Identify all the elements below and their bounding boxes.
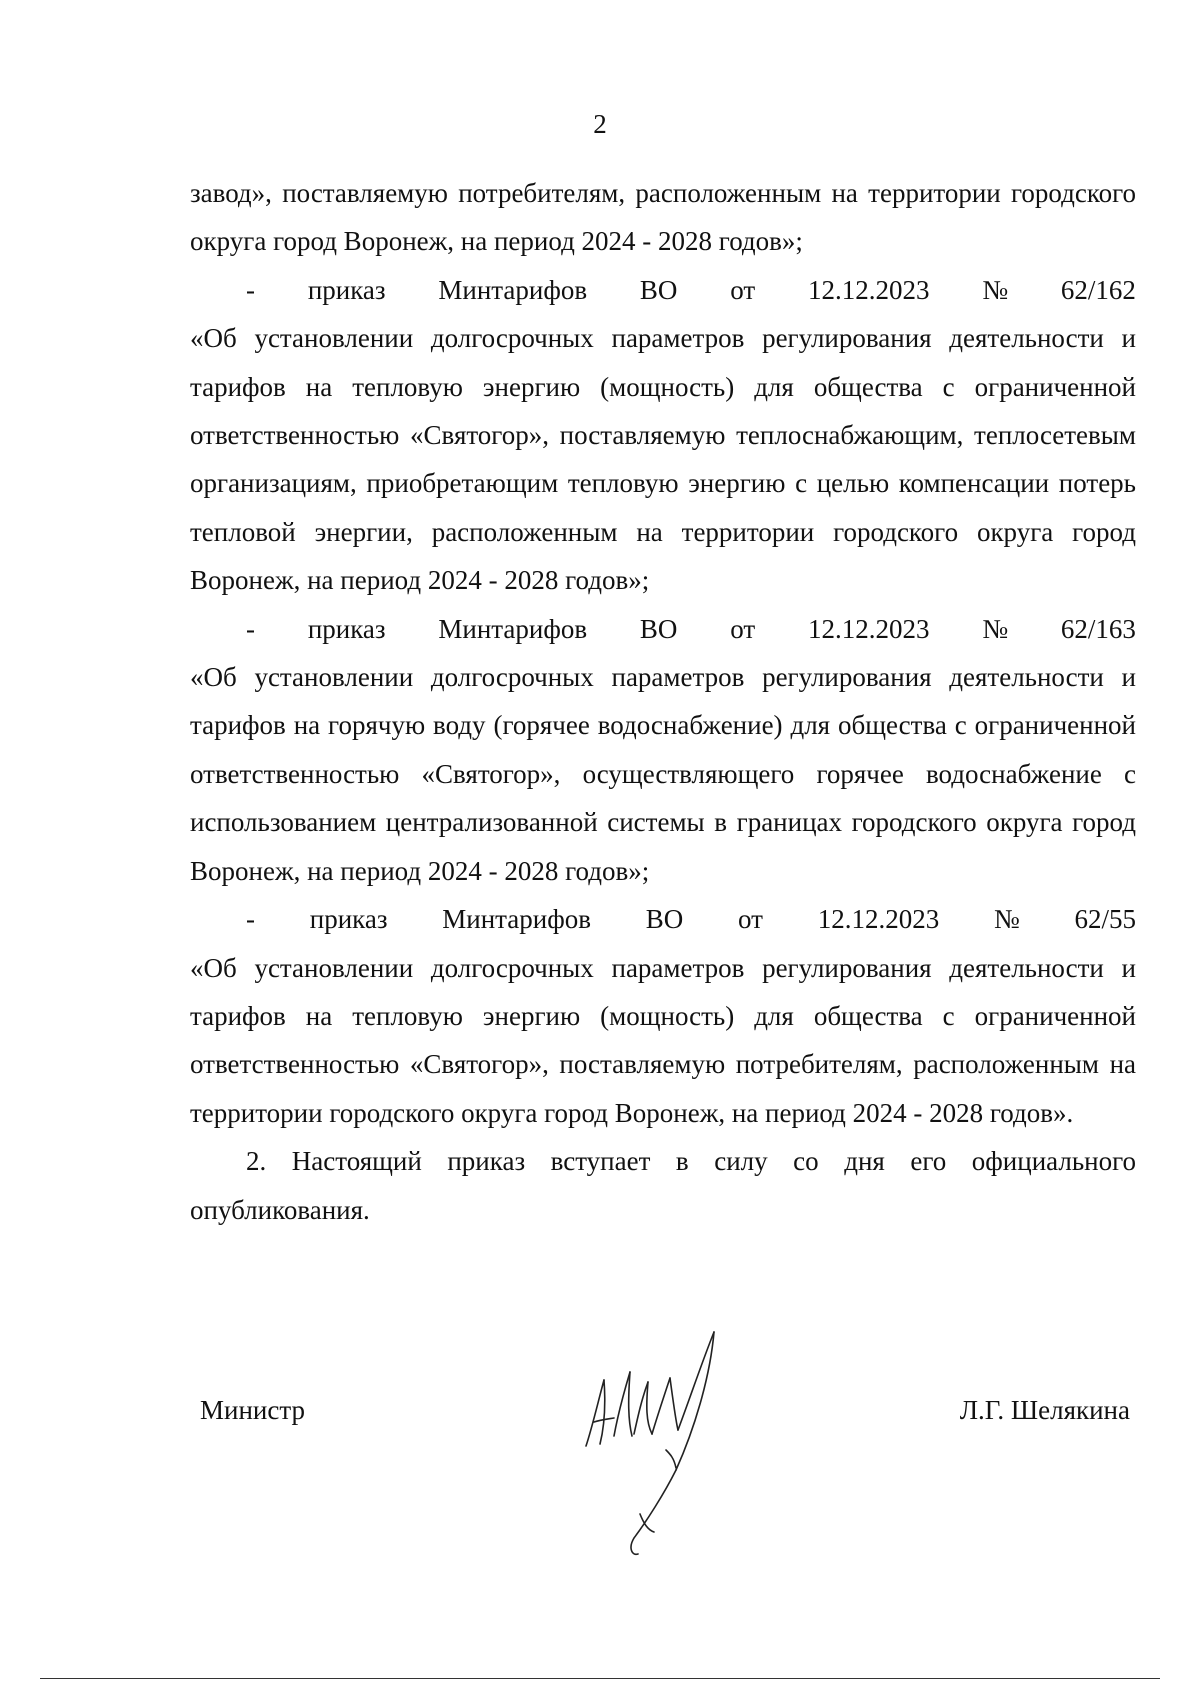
order-reference-62-163 <box>190 605 1136 653</box>
order-title-62-163: «Об установлении долгосрочных параметров регулирования деятельности и тарифов на горячую воду (горячее водоснабжение) для общества с ограниченной ответственностью «Святогор», осуществляющего горячее водоснабжение с использованием централизованной системы в границах городского округа город Воронеж, на период 2024 - 2028 годов»; <box>190 662 1136 886</box>
date-preposition: от <box>730 274 756 305</box>
list-dash: - <box>246 274 255 305</box>
issuer-region: ВО <box>645 904 684 935</box>
number-sign: № <box>982 613 1009 644</box>
paragraph-continuation: завод», поставляемую потребителям, расположенным на территории городского округа город Воронеж, на период 2024 - 2028 годов»; <box>190 178 1136 257</box>
document-body <box>190 169 1136 1234</box>
order-title-62-55: «Об установлении долгосрочных параметров регулирования деятельности и тарифов на тепловую энергию (мощность) для общества с ограниченной ответственностью «Святогор», поставляемую потребителям, расположенным на территории городского округа город Воронеж, на период 2024 - 2028 годов». <box>190 952 1136 1128</box>
signatory-position: Министр <box>200 1395 305 1425</box>
order-date: 12.12.2023 <box>817 904 940 935</box>
number-sign: № <box>982 274 1009 305</box>
number-sign: № <box>993 904 1020 935</box>
issuer-name: Минтарифов <box>442 904 591 935</box>
order-number: 62/163 <box>1060 613 1136 644</box>
order-word: приказ <box>307 274 386 305</box>
order-date: 12.12.2023 <box>808 274 930 305</box>
effective-date-clause: 2. Настоящий приказ вступает в силу со дня его официального опубликования. <box>190 1146 1136 1225</box>
order-title-62-162: «Об установлении долгосрочных параметров регулирования деятельности и тарифов на тепловую энергию (мощность) для общества с ограниченной ответственностью «Святогор», поставляемую теплоснабжающим, теплосетевым организациям, приобретающим тепловую энергию с целью компенсации потерь тепловой энергии, расположенным на территории городского округа город Воронеж, на период 2024 - 2028 годов»; <box>190 323 1136 596</box>
list-dash: - <box>246 613 255 644</box>
issuer-name: Минтарифов <box>438 613 588 644</box>
order-date: 12.12.2023 <box>808 613 930 644</box>
order-reference-62-55 <box>190 895 1136 943</box>
signatory-name: Л.Г. Шелякина <box>959 1395 1130 1425</box>
handwritten-signature <box>578 1318 738 1568</box>
order-reference-62-162 <box>190 266 1136 314</box>
date-preposition: от <box>738 904 763 935</box>
order-word: приказ <box>307 613 386 644</box>
issuer-region: ВО <box>639 613 678 644</box>
issuer-name: Минтарифов <box>438 274 588 305</box>
list-dash: - <box>246 904 255 935</box>
order-number: 62/55 <box>1074 904 1136 935</box>
order-number: 62/162 <box>1060 274 1136 305</box>
order-word: приказ <box>309 904 388 935</box>
bottom-divider <box>40 1678 1160 1679</box>
issuer-region: ВО <box>639 274 678 305</box>
date-preposition: от <box>730 613 756 644</box>
page-number: 2 <box>593 109 607 139</box>
